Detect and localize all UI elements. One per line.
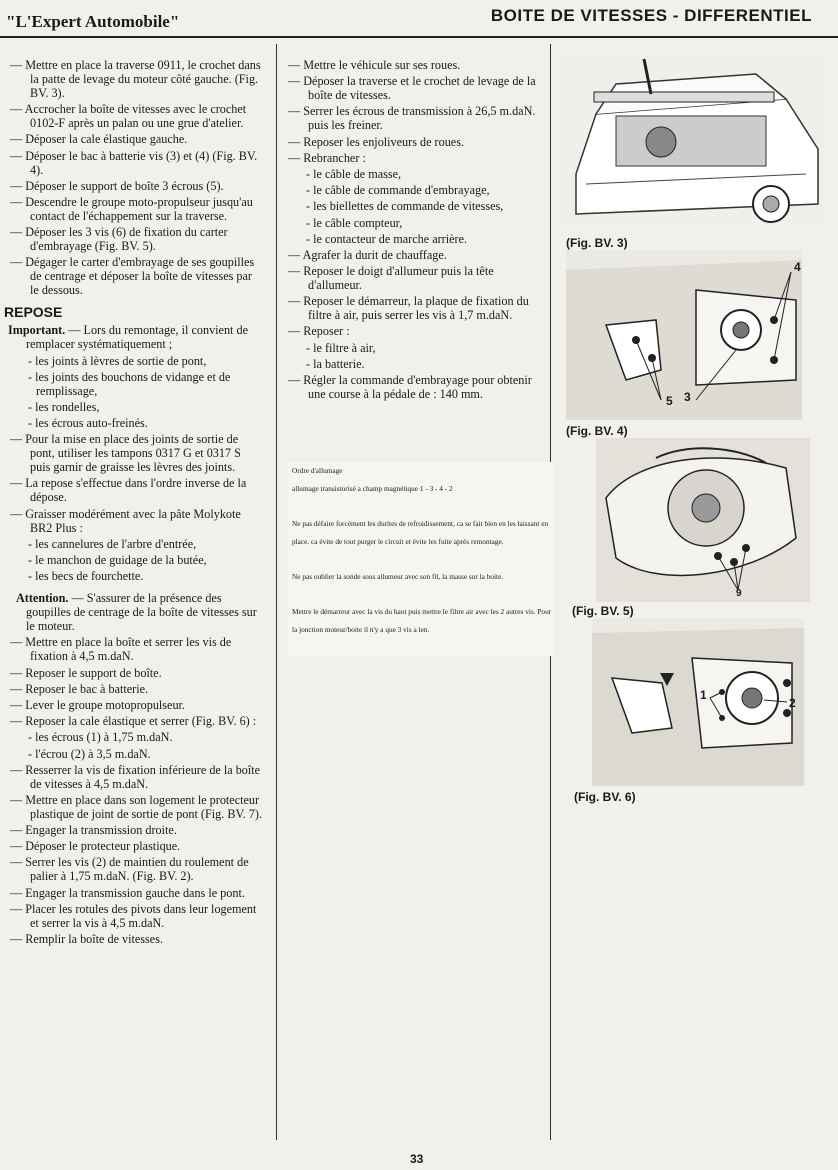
sub-item: - le contacteur de marche arrière. <box>306 231 468 246</box>
list-item: — Mettre en place dans son logement le protecteur plastique de joint de sortie de pont (Fig. BV. 7). <box>4 793 262 821</box>
list-item: — Reposer les enjoliveurs de roues. <box>282 135 536 149</box>
column-2 <box>282 58 536 403</box>
sub-item: - l'écrou (2) à 3,5 m.daN. <box>28 746 151 761</box>
list-item: — Serrer les vis (2) de maintien du roulement de palier à 1,75 m.daN. (Fig. BV. 2). <box>4 855 262 883</box>
figure-bv4-caption: (Fig. BV. 4) <box>566 424 628 438</box>
attention-paragraph <box>4 591 262 633</box>
figure-bv5-caption: (Fig. BV. 5) <box>572 604 634 618</box>
figure-bv5-image <box>596 438 810 602</box>
important-sublist <box>4 354 262 431</box>
list-item: — Déposer le bac à batterie vis (3) et (4) (Fig. BV. 4). <box>4 149 262 177</box>
section-title: BOITE DE VITESSES - DIFFERENTIEL <box>490 6 812 25</box>
sub-item: - les biellettes de commande de vitesses, <box>306 199 504 214</box>
list-item: — Mettre en place la traverse 0911, le crochet dans la patte de levage du moteur côté gauche. (Fig. BV. 3). <box>4 58 262 100</box>
list-item: — Mettre le véhicule sur ses roues. <box>282 58 536 72</box>
sub-item: - le câble compteur, <box>306 215 403 230</box>
figure-bv6-caption: (Fig. BV. 6) <box>574 790 636 804</box>
sub-item: - les écrous (1) à 1,75 m.daN. <box>28 730 173 745</box>
list-item: — Placer les rotules des pivots dans leur logement et serrer la vis à 4,5 m.daN. <box>4 902 262 930</box>
note-line-5: Mettre le démarreur avec la vis du haut puis mettre le filtre air avec les 2 autres vis. Pour la jonction moteur/boite il n'y a que 3 vis a len. <box>292 607 552 634</box>
note-line-1: Ordre d'allumage <box>292 466 343 475</box>
sub-item: - les cannelures de l'arbre d'entrée, <box>28 536 197 551</box>
list-item: — Déposer le support de boîte 3 écrous (5). <box>4 179 262 193</box>
list-item: — Lever le groupe motopropulseur. <box>4 698 262 712</box>
magazine-title: "L'Expert Automobile" <box>6 12 180 31</box>
figure-bv4-label-3: 3 <box>684 390 691 404</box>
remount-steps-1 <box>282 58 536 165</box>
important-label: Important. <box>8 323 66 338</box>
figure-bv4-image <box>566 250 802 420</box>
note-line-3: Ne pas défaire forcément les durites de refroidissement, ca se fait bien en les laissant en place. ca évite de tout purger le circuit et évite les fuite après remontage. <box>292 519 549 546</box>
list-item: — Régler la commande d'embrayage pour obtenir une course à la pédale de : 140 mm. <box>282 373 536 401</box>
page-number: 33 <box>410 1152 424 1166</box>
sub-item: - les écrous auto-freinés. <box>28 416 148 431</box>
list-item: — Reposer le support de boîte. <box>4 666 262 680</box>
list-item: — Serrer les écrous de transmission à 26,5 m.daN. puis les freiner. <box>282 104 536 132</box>
list-item: — Reposer le doigt d'allumeur puis la tête d'allumeur. <box>282 264 536 292</box>
list-item: — Déposer la cale élastique gauche. <box>4 132 262 146</box>
list-item: — Reposer : <box>282 324 536 338</box>
list-item: — Descendre le groupe moto-propulseur jusqu'au contact de l'échappement sur la traverse. <box>4 195 262 223</box>
personal-note <box>288 462 554 656</box>
figure-bv3-caption: (Fig. BV. 3) <box>566 236 628 250</box>
sub-item: - les joints à lèvres de sortie de pont, <box>28 353 207 368</box>
dismount-steps <box>4 58 262 297</box>
repose-steps-1 <box>4 432 262 534</box>
important-text: — Lors du remontage, il convient de remplacer systématiquement ; <box>26 323 248 352</box>
sub-item: - la batterie. <box>306 356 365 371</box>
list-item: — Engager la transmission gauche dans le pont. <box>4 886 262 900</box>
list-item: — Graisser modérément avec la pâte Molykote BR2 Plus : <box>4 507 262 535</box>
header-rule <box>0 36 838 38</box>
list-item: — Déposer les 3 vis (6) de fixation du carter d'embrayage (Fig. BV. 5). <box>4 225 262 253</box>
list-item: — Déposer la traverse et le crochet de levage de la boîte de vitesses. <box>282 74 536 102</box>
list-item: — Reposer le démarreur, la plaque de fixation du filtre à air, puis serrer les vis à 1,7 m.daN. <box>282 294 536 322</box>
figure-bv5-label-9: 9 <box>736 588 742 599</box>
list-item: — Pour la mise en place des joints de sortie de pont, utiliser les tampons 0317 G et 0317 S puis garnir de graisse les lèvres des joints. <box>4 432 262 474</box>
list-item: — Remplir la boîte de vitesses. <box>4 932 262 946</box>
figure-bv6-label-1: 1 <box>700 688 707 702</box>
sub-item: - les becs de fourchette. <box>28 569 144 584</box>
list-item: — Dégager le carter d'embrayage de ses goupilles de centrage et déposer la boîte de vitesses par le dessous. <box>4 255 262 297</box>
column-divider-1 <box>276 44 277 1140</box>
figure-bv4-label-4: 4 <box>794 260 801 274</box>
list-item: — Engager la transmission droite. <box>4 823 262 837</box>
attention-label: Attention. <box>16 591 69 606</box>
list-item: — Resserrer la vis de fixation inférieure de la boîte de vitesses à 4,5 m.daN. <box>4 763 262 791</box>
remount-steps-2 <box>282 248 536 339</box>
sub-item: - le câble de commande d'embrayage, <box>306 183 490 198</box>
list-item: — Rebrancher : <box>282 151 536 165</box>
sub-item: - les rondelles, <box>28 399 100 414</box>
figure-bv3-image <box>556 54 828 230</box>
figure-bv4-label-5: 5 <box>666 394 673 408</box>
repose-heading: REPOSE <box>4 304 63 321</box>
molykote-sublist <box>4 537 262 583</box>
figure-bv6-label-2: 2 <box>789 696 796 710</box>
list-item: — Mettre en place la boîte et serrer les vis de fixation à 4,5 m.daN. <box>4 635 262 663</box>
column-1 <box>4 58 262 948</box>
repose-steps-3 <box>4 763 262 946</box>
sub-item: - les joints des bouchons de vidange et de remplissage, <box>28 369 231 398</box>
cale-sublist <box>4 730 262 760</box>
repose-steps-2 <box>4 635 262 728</box>
important-paragraph <box>4 323 262 351</box>
sub-item: - le manchon de guidage de la butée, <box>28 553 207 567</box>
note-line-2: allumage transistorisé a champ magnétique 1 - 3 - 4 - 2 <box>292 484 453 493</box>
figure-bv6-image <box>592 618 804 786</box>
list-item: — Agrafer la durit de chauffage. <box>282 248 536 262</box>
sub-item: - le câble de masse, <box>306 166 402 181</box>
sub-item: - le filtre à air, <box>306 340 376 355</box>
list-item: — Déposer le protecteur plastique. <box>4 839 262 853</box>
list-item: — La repose s'effectue dans l'ordre inverse de la dépose. <box>4 476 262 504</box>
list-item: — Reposer le bac à batterie. <box>4 682 262 696</box>
reposer-sublist <box>282 341 536 371</box>
attention-text: — S'assurer de la présence des goupilles de centrage de la boîte de vitesses sur le moteur. <box>26 591 257 634</box>
note-line-4: Ne pas oublier la sonde sous allumeur avec son fil, la masse sur la boite. <box>292 572 504 581</box>
list-item: — Reposer la cale élastique et serrer (Fig. BV. 6) : <box>4 714 262 728</box>
rebrancher-sublist <box>282 167 536 246</box>
list-item: — Accrocher la boîte de vitesses avec le crochet 0102-F après un palan ou une grue d'atelier. <box>4 102 262 130</box>
remount-steps-3 <box>282 373 536 401</box>
